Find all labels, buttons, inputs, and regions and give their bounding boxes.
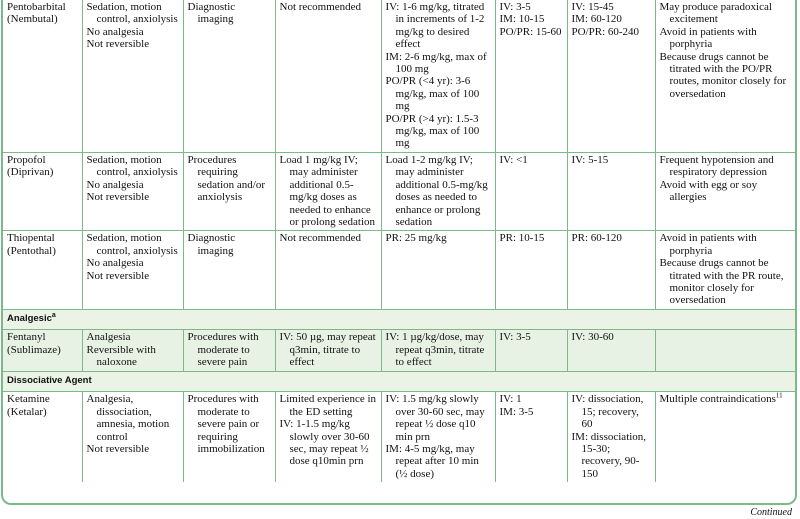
adult-dose-cell <box>275 231 381 310</box>
indications-cell <box>183 392 275 482</box>
duration-cell <box>567 152 655 230</box>
pediatric-dose-line: PO/PR (<4 yr): 3-6 mg/kg, max of 100 mg <box>385 75 480 113</box>
indications-cell <box>183 0 275 152</box>
pediatric-dose-cell <box>381 152 495 230</box>
drug-name-line: Fentanyl <box>7 331 46 344</box>
section-header <box>3 310 797 330</box>
drug-name-line: (Pentothal) <box>7 244 56 257</box>
duration-line: PR: 60-120 <box>571 232 622 245</box>
duration-cell <box>567 231 655 310</box>
indications-cell <box>183 231 275 310</box>
onset-cell <box>495 0 567 152</box>
indications-line: Procedures requiring sedation and/or anxiolysis <box>187 153 266 204</box>
adult-dose-line: Limited experience in the ED setting <box>279 393 377 418</box>
duration-cell <box>567 0 655 152</box>
section-header-row <box>3 372 797 392</box>
onset-line: IV: 1 <box>499 393 522 406</box>
drug-name-line: Ketamine <box>7 393 50 406</box>
duration-cell <box>567 392 655 482</box>
pediatric-dose-cell <box>381 392 495 482</box>
pediatric-dose-line: IM: 2-6 mg/kg, max of 100 mg <box>385 50 487 76</box>
comments-cell <box>655 0 797 152</box>
pediatric-dose-line: PO/PR (>4 yr): 1.5-3 mg/kg, max of 100 mg <box>385 112 480 150</box>
drug-table-frame <box>1 0 797 505</box>
effects-line: Not reversible <box>86 191 150 204</box>
adult-dose-cell <box>275 330 381 372</box>
drug-row <box>3 0 797 152</box>
pediatric-dose-line: IV: 1.5 mg/kg slowly over 30-60 sec, may repeat ½ dose q10 min prn <box>385 393 485 443</box>
effects-line: Not reversible <box>86 38 150 51</box>
effects-cell <box>82 392 183 482</box>
continued-label: Continued <box>750 507 792 518</box>
effects-line: No analgesia <box>86 257 144 270</box>
adult-dose-line: Load 1 mg/kg IV; may administer additional 0.5-mg/kg doses as needed to enhance or prolong sedation <box>279 153 376 228</box>
indications-cell <box>183 330 275 372</box>
effects-cell <box>82 0 183 152</box>
onset-line: IM: 10-15 <box>499 13 545 26</box>
effects-line: No analgesia <box>86 25 144 38</box>
duration-line: PO/PR: 60-240 <box>571 25 640 38</box>
pediatric-dose-cell <box>381 330 495 372</box>
drug-row <box>3 392 797 482</box>
drug-name-cell <box>3 392 82 482</box>
drug-row <box>3 152 797 230</box>
table-body <box>3 0 797 482</box>
comments-line: Multiple contraindications$^{11}$ <box>659 391 783 406</box>
adult-dose-line: Not recommended <box>279 1 362 13</box>
adult-dose-line: IV: 1-1.5 mg/kg slowly over 30-60 sec, may repeat ½ dose q10min prn <box>279 418 370 468</box>
indications-line: Diagnostic imaging <box>187 1 236 26</box>
section-header-row <box>3 310 797 330</box>
effects-line: Sedation, motion control, anxiolysis <box>86 153 178 179</box>
duration-line: IV: 5-15 <box>571 153 609 166</box>
drug-name-line: (Sublimaze) <box>7 343 61 356</box>
section-label: Dissociative Agent <box>7 375 92 387</box>
pediatric-dose-line: Load 1-2 mg/kg IV; may administer additional 0.5-mg/kg doses as needed to enhance or prolong sedation <box>385 153 488 228</box>
section-header <box>3 372 797 392</box>
indications-line: Diagnostic imaging <box>187 232 236 257</box>
effects-line: Analgesia <box>86 331 131 344</box>
comments-cell <box>655 152 797 230</box>
duration-line: IM: 60-120 <box>571 13 622 26</box>
duration-line: IM: dissociation, 15-30; recovery, 90-150 <box>571 430 647 480</box>
comments-line: Avoid with egg or soy allergies <box>659 178 758 204</box>
onset-cell <box>495 330 567 372</box>
pediatric-dose-line: IM: 4-5 mg/kg, may repeat after 10 min (½ dose) <box>385 442 479 480</box>
drug-name-line: (Diprivan) <box>7 166 54 179</box>
section-footnote-marker: a <box>51 312 56 320</box>
indications-line: Procedures with moderate to severe pain or requiring immobilization <box>187 393 265 455</box>
comments-line: Avoid in patients with porphyria <box>659 25 757 51</box>
sedation-drug-table <box>3 0 797 482</box>
pediatric-dose-line: PR: 25 mg/kg <box>385 232 447 245</box>
comments-cell <box>655 330 797 372</box>
adult-dose-cell <box>275 392 381 482</box>
onset-cell <box>495 152 567 230</box>
onset-cell <box>495 231 567 310</box>
comments-cell <box>655 231 797 310</box>
onset-line: IV: 3-5 <box>499 1 531 13</box>
drug-name-line: Pentobarbital <box>7 1 66 13</box>
effects-line: Reversible with naloxone <box>86 343 156 369</box>
effects-line: Not reversible <box>86 269 150 282</box>
comments-line: Frequent hypotension and respiratory depression <box>659 153 774 179</box>
drug-name-cell <box>3 0 82 152</box>
pediatric-dose-line: IV: 1-6 mg/kg, titrated in increments of 1-2 mg/kg to desired effect <box>385 1 485 51</box>
effects-line: Analgesia, dissociation, amnesia, motion control <box>86 393 170 443</box>
duration-line: IV: 15-45 <box>571 1 614 13</box>
drug-name-cell <box>3 152 82 230</box>
duration-line: IV: 30-60 <box>571 331 614 344</box>
adult-dose-cell <box>275 152 381 230</box>
effects-cell <box>82 231 183 310</box>
adult-dose-cell <box>275 0 381 152</box>
comments-line: Because drugs cannot be titrated with the PO/PR routes, monitor closely for oversedation <box>659 50 787 100</box>
comments-line: Because drugs cannot be titrated with the PR route, monitor closely for oversedation <box>659 257 784 307</box>
effects-cell <box>82 330 183 372</box>
effects-line: No analgesia <box>86 178 144 191</box>
duration-line: IV: dissociation, 15; recovery, 60 <box>571 393 644 431</box>
adult-dose-line: IV: 50 µg, may repeat q3min, titrate to effect <box>279 331 376 369</box>
pediatric-dose-cell <box>381 0 495 152</box>
indications-line: Procedures with moderate to severe pain <box>187 331 259 369</box>
drug-name-line: (Nembutal) <box>7 13 58 26</box>
comments-line: May produce paradoxical excitement <box>659 1 772 26</box>
drug-name-line: Propofol <box>7 153 46 166</box>
onset-line: IV: 3-5 <box>499 331 531 344</box>
effects-cell <box>82 152 183 230</box>
effects-line: Sedation, motion control, anxiolysis <box>86 1 178 26</box>
onset-line: PO/PR: 15-60 <box>499 25 562 38</box>
drug-name-line: Thiopental <box>7 232 55 245</box>
comments-cell <box>655 392 797 482</box>
drug-name-cell <box>3 330 82 372</box>
drug-name-cell <box>3 231 82 310</box>
drug-row <box>3 330 797 372</box>
onset-line: IV: <1 <box>499 153 528 166</box>
section-label: Analgesic <box>7 313 52 325</box>
onset-line: IM: 3-5 <box>499 405 534 418</box>
indications-cell <box>183 152 275 230</box>
adult-dose-line: Not recommended <box>279 232 362 245</box>
drug-name-line: (Ketalar) <box>7 405 47 418</box>
reference-marker: 11 <box>775 391 783 400</box>
comments-line: Avoid in patients with porphyria <box>659 232 757 257</box>
effects-line: Sedation, motion control, anxiolysis <box>86 232 178 257</box>
onset-cell <box>495 392 567 482</box>
pediatric-dose-cell <box>381 231 495 310</box>
onset-line: PR: 10-15 <box>499 232 545 245</box>
duration-cell <box>567 330 655 372</box>
pediatric-dose-line: IV: 1 µg/kg/dose, may repeat q3min, titrate to effect <box>385 331 485 369</box>
effects-line: Not reversible <box>86 442 150 455</box>
drug-row <box>3 231 797 310</box>
